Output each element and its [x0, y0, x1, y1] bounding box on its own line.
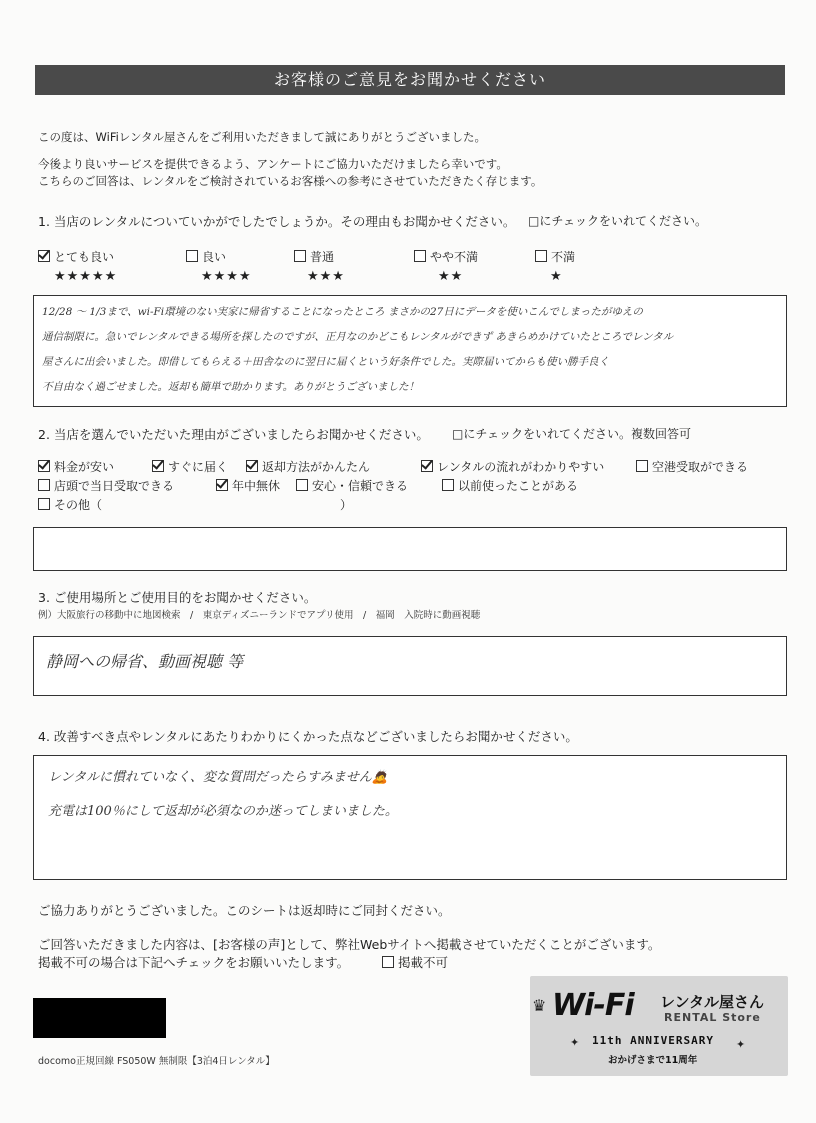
- page-title: お客様のご意見をお聞かせください: [35, 65, 785, 95]
- reason-trustworthy[interactable]: [296, 477, 408, 494]
- closing-text: ご協力ありがとうございました。このシートは返却時にご同封ください。: [38, 903, 451, 918]
- reason-label: レンタルの流れがわかりやすい: [437, 460, 605, 474]
- rating-label: とても良い: [54, 250, 115, 264]
- checkbox-other[interactable]: [38, 498, 50, 510]
- rating-label: 良い: [202, 250, 227, 264]
- intro-line-3: こちらのご回答は、レンタルをご検討されているお客様への参考にさせていただきたく存じます。: [38, 174, 543, 188]
- stars-two: ★★: [438, 269, 464, 284]
- rating-good[interactable]: [186, 248, 252, 284]
- reason-open-all-year[interactable]: [216, 477, 280, 494]
- checkbox-easy-return[interactable]: [246, 460, 258, 472]
- q2-note: □にチェックをいれてください。複数回答可: [452, 427, 691, 441]
- reason-clear-flow[interactable]: [421, 458, 604, 475]
- reason-easy-return[interactable]: [246, 458, 370, 475]
- checkbox-store-pickup[interactable]: [38, 479, 50, 491]
- publish-opt[interactable]: [382, 953, 448, 971]
- stars-one: ★: [550, 269, 563, 284]
- q2-question: 2. 当店を選んでいただいた理由がございましたらお聞かせください。: [38, 427, 429, 442]
- q3-question: 3. ご使用場所とご使用目的をお聞かせください。: [38, 590, 317, 605]
- checkbox-used-before[interactable]: [442, 479, 454, 491]
- intro-line-1: この度は、WiFiレンタル屋さんをご利用いただきまして誠にありがとうございました。: [38, 130, 487, 144]
- stars-three: ★★★: [307, 269, 345, 284]
- publish-line-2: 掲載不可の場合は下記へチェックをお願いいたします。: [38, 955, 350, 970]
- reason-other-close: ）: [340, 498, 353, 512]
- reason-label: 以前使ったことがある: [458, 479, 579, 493]
- rating-somewhat-bad[interactable]: [414, 248, 478, 284]
- reason-other[interactable]: [38, 496, 102, 513]
- rating-bad[interactable]: [535, 248, 575, 284]
- checkbox-normal[interactable]: [294, 250, 306, 262]
- publish-line-1: ご回答いただきました内容は、[お客様の声]として、弊社Webサイトへ掲載させていただくことがございます。: [38, 937, 661, 952]
- publish-opt-label: 掲載不可: [398, 955, 449, 970]
- rating-label: 普通: [310, 250, 335, 264]
- q3-example: 例）大阪旅行の移動中に地図検索 / 東京ディズニーランドでアプリ使用 / 福岡 入院時に動画視聴: [38, 610, 481, 621]
- q1-answer-line-1: 12/28 ～ 1/3まで、wi-Fi環境のない実家に帰省することになったところ まさかの27日にデータを使いこんでしまったがゆえの: [42, 306, 643, 318]
- checkbox-publish-opt[interactable]: [382, 956, 394, 968]
- crown-icon: ♛: [532, 996, 547, 1015]
- q3-answer-box[interactable]: [33, 636, 787, 696]
- logo-anniversary: 11th ANNIVERSARY: [592, 1034, 714, 1047]
- reason-label: すぐに届く: [168, 460, 229, 474]
- q2-answer-box[interactable]: [33, 527, 787, 571]
- checkbox-airport-pickup[interactable]: [636, 460, 648, 472]
- q1-question: 1. 当店のレンタルについていかがでしたでしょうか。その理由もお聞かせください。: [38, 214, 516, 229]
- checkbox-good[interactable]: [186, 250, 198, 262]
- checkbox-fast-delivery[interactable]: [152, 460, 164, 472]
- checkbox-open-all-year[interactable]: [216, 479, 228, 491]
- rating-very-good[interactable]: [38, 248, 117, 284]
- q3-answer: 静岡への帰省、動画視聴 等: [46, 652, 244, 671]
- reason-label: 年中無休: [232, 479, 281, 493]
- q1-answer-box[interactable]: [33, 295, 787, 407]
- sparkle-icon: ✦: [736, 1038, 746, 1051]
- reason-label: 店頭で当日受取できる: [54, 479, 175, 493]
- checkbox-trustworthy[interactable]: [296, 479, 308, 491]
- q1-note: □にチェックをいれてください。: [528, 214, 707, 228]
- logo-en-text: RENTAL Store: [664, 1011, 761, 1024]
- checkbox-bad[interactable]: [535, 250, 547, 262]
- q4-answer-box[interactable]: [33, 755, 787, 880]
- checkbox-very-good[interactable]: [38, 250, 50, 262]
- checkbox-cheap[interactable]: [38, 460, 50, 472]
- q1-answer-line-4: 不自由なく過ごせました。返却も簡単で助かります。ありがとうございました！: [42, 381, 420, 393]
- stars-four: ★★★★: [201, 269, 252, 284]
- checkbox-somewhat-bad[interactable]: [414, 250, 426, 262]
- logo-anniversary-jp: おかげさまで11周年: [608, 1055, 698, 1066]
- q4-question: 4. 改善すべき点やレンタルにあたりわかりにくかった点などございましたらお聞かせください。: [38, 729, 578, 744]
- footer-plan: docomo正規回線 FS050W 無制限【3泊4日レンタル】: [38, 1056, 275, 1067]
- redacted-block: [33, 998, 166, 1038]
- reason-label: 返却方法がかんたん: [262, 460, 371, 474]
- reason-store-pickup[interactable]: [38, 477, 174, 494]
- logo-sub-text: レンタル屋さん: [660, 993, 765, 1011]
- stars-five: ★★★★★: [54, 269, 118, 284]
- reason-cheap[interactable]: [38, 458, 114, 475]
- reason-fast-delivery[interactable]: [152, 458, 228, 475]
- sparkle-icon: ✦: [570, 1036, 580, 1049]
- reason-label: その他（: [54, 498, 103, 512]
- q4-answer-line-2: 充電は100％にして返却が必須なのか迷ってしまいました。: [48, 804, 398, 819]
- reason-used-before[interactable]: [442, 477, 578, 494]
- logo-main-text: Wi-Fi: [552, 988, 634, 1023]
- reason-label: 料金が安い: [54, 460, 115, 474]
- checkbox-clear-flow[interactable]: [421, 460, 433, 472]
- q1-answer-line-2: 通信制限に。急いでレンタルできる場所を探したのですが、正月なのかどこもレンタルができず あきらめかけていたところでレンタル: [42, 331, 674, 343]
- q1-answer-line-3: 屋さんに出会いました。即借してもらえる＋田舎なのに翌日に届くという好条件でした。実際届いてからも使い勝手良く: [42, 356, 609, 368]
- rating-label: やや不満: [430, 250, 479, 264]
- reason-airport-pickup[interactable]: [636, 458, 748, 475]
- reason-label: 空港受取ができる: [652, 460, 749, 474]
- intro-line-2: 今後より良いサービスを提供できるよう、アンケートにご協力いただけましたら幸いです。: [38, 157, 508, 171]
- brand-logo: [530, 976, 788, 1076]
- q4-answer-line-1: レンタルに慣れていなく、変な質問だったらすみません🙇: [48, 770, 389, 785]
- rating-label: 不満: [551, 250, 576, 264]
- reason-label: 安心・信頼できる: [312, 479, 409, 493]
- rating-normal[interactable]: [294, 248, 345, 284]
